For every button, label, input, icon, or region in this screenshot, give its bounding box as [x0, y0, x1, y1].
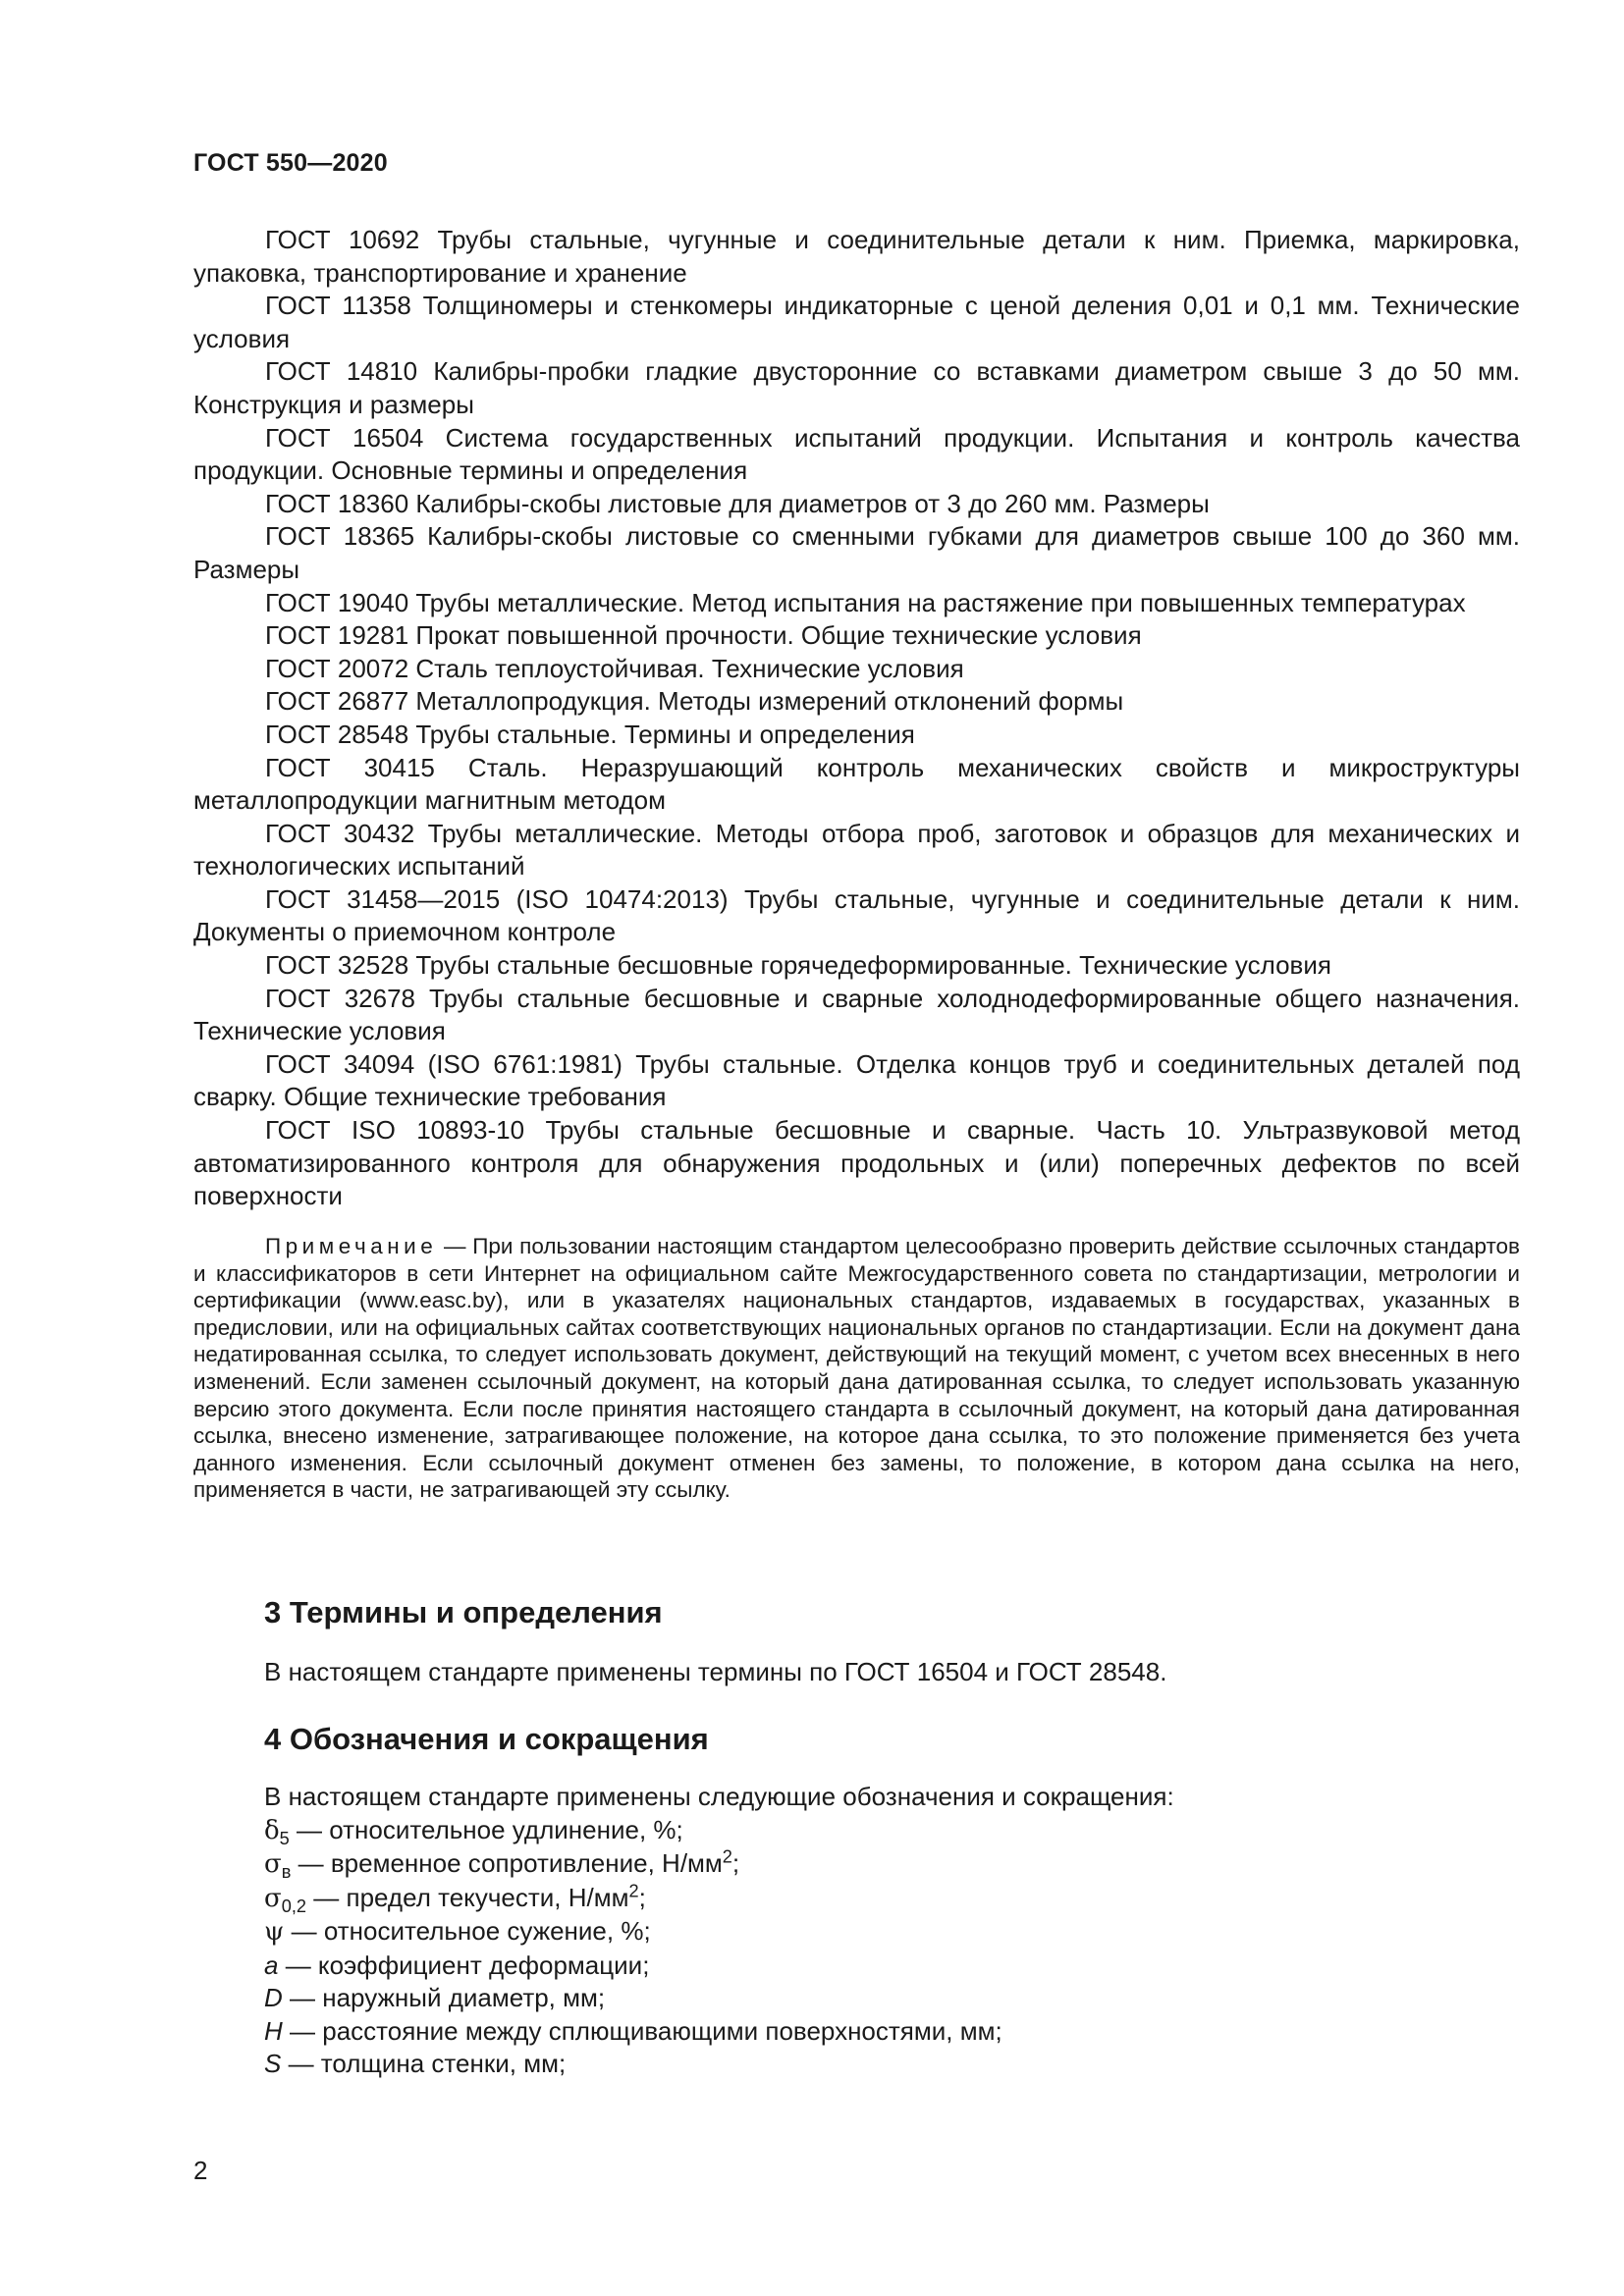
normative-references-list [193, 224, 1520, 1213]
symbol-tail: ; [638, 1882, 646, 1912]
note-text: — При пользовании настоящим стандартом целесообразно проверить действие ссылочных стандартов и классификаторов в сети Интернет на официальном сайте Межгосударственного совета по стандартизации, метрологии и сертификации (www.easc.by), или в указателях национальных стандартов, издаваемых в государствах, указанных в предисловии, или на официальных сайтах соответствующих национальных органов по стандартизации. Если на документ дана недатированная ссылка, то следует использовать документ, действующий на текущий момент, с учетом всех внесенных в него изменений. Если заменен ссылочный документ, на который дана датированная ссылка, то следует использовать указанную версию этого документа. Если после принятия настоящего стандарта в ссылочный документ, на который дана датированная ссылка, внесено изменение, затрагивающее положение, на которое дана ссылка, то это положение применяется без учета данного изменения. Если ссылочный документ отменен без замены, то положение, в котором дана ссылка на него, применяется в части, не затрагивающей эту ссылку. [193, 1234, 1520, 1503]
section-4-heading: 4 Обозначения и сокращения [264, 1722, 709, 1756]
symbols-list [264, 1781, 1174, 2081]
page-number: 2 [193, 2156, 208, 2185]
symbols-intro: В настоящем стандарте применены следующие обозначения и сокращения: [264, 1782, 1174, 1811]
symbol-row [264, 1949, 1174, 1983]
reference-item: ГОСТ 19281 Прокат повышенной прочности. Общие технические условия [265, 620, 1142, 651]
symbol-description: — относительное удлинение, %; [289, 1814, 683, 1844]
symbol-description: — временное сопротивление, Н/мм [291, 1848, 723, 1878]
reference-item: ГОСТ 20072 Сталь теплоустойчивая. Технические условия [265, 653, 964, 683]
symbol-description: — наружный диаметр, мм; [282, 1983, 606, 2012]
symbol-row [264, 1915, 1174, 1949]
reference-item: ГОСТ 28548 Трубы стальные. Термины и определения [265, 719, 915, 749]
reference-item: ГОСТ 30432 Трубы металлические. Методы отбора проб, заготовок и образцов для механических и технологических испытаний [193, 818, 1520, 881]
reference-item: ГОСТ 26877 Металлопродукция. Методы измерений отклонений формы [265, 686, 1124, 717]
reference-item: ГОСТ 16504 Система государственных испытаний продукции. Испытания и контроль качества продукции. Основные термины и определения [193, 422, 1520, 486]
symbol-name: ψ [264, 1917, 285, 1947]
symbol-description: — толщина стенки, мм; [281, 2049, 567, 2078]
symbol-tail: ; [731, 1848, 740, 1878]
symbol-row [264, 1882, 1174, 1916]
reference-item: ГОСТ ISO 10893-10 Трубы стальные бесшовные и сварные. Часть 10. Ультразвуковой метод автоматизированного контроля для обнаружения продольных и (или) поперечных дефектов по всей поверхности [193, 1115, 1520, 1211]
symbol-superscript: 2 [628, 1880, 639, 1900]
symbol-subscript: 5 [279, 1828, 290, 1848]
symbol-description: — относительное сужение, %; [284, 1916, 651, 1946]
reference-item: ГОСТ 14810 Калибры-пробки гладкие двусторонние со вставками диаметром свыше 3 до 50 мм. Конструкция и размеры [193, 356, 1520, 419]
reference-item: ГОСТ 18360 Калибры-скобы листовые для диаметров от 3 до 260 мм. Размеры [265, 488, 1210, 518]
symbol-name: a [264, 1949, 279, 1980]
reference-item: ГОСТ 11358 Толщиномеры и стенкомеры индикаторные с ценой деления 0,01 и 0,1 мм. Технические условия [193, 291, 1520, 353]
symbol-description: — коэффициент деформации; [278, 1949, 650, 1980]
reference-item: ГОСТ 18365 Калибры-скобы листовые со сменными губками для диаметров свыше 100 до 360 мм. Размеры [193, 521, 1520, 584]
reference-item: ГОСТ 34094 (ISO 6761:1981) Трубы стальные. Отделка концов труб и соединительных деталей под сварку. Общие технические требования [193, 1048, 1520, 1112]
reference-item: ГОСТ 32528 Трубы стальные бесшовные горячедеформированные. Технические условия [265, 950, 1331, 981]
symbol-row [264, 2015, 1174, 2049]
section-3-heading: 3 Термины и определения [264, 1595, 663, 1629]
note-label: Примечание [265, 1234, 438, 1258]
symbol-row [264, 1847, 1174, 1882]
reference-item: ГОСТ 31458—2015 (ISO 10474:2013) Трубы стальные, чугунные и соединительные детали к ним. Документы о приемочном контроле [193, 883, 1520, 947]
reference-item: ГОСТ 19040 Трубы металлические. Метод испытания на растяжение при повышенных температурах [265, 587, 1466, 617]
symbol-subscript: в [281, 1862, 292, 1883]
reference-item: ГОСТ 30415 Сталь. Неразрушающий контроль механических свойств и микроструктуры металлопродукции магнитным методом [193, 752, 1520, 816]
symbol-name: σ [264, 1849, 282, 1879]
note-block [193, 1233, 1520, 1504]
symbol-name: σ [264, 1883, 282, 1913]
symbol-row [264, 1982, 1174, 2015]
symbol-row [264, 2048, 1174, 2081]
page-header: ГОСТ 550—2020 [193, 149, 388, 177]
note-paragraph [193, 1233, 1520, 1504]
reference-item: ГОСТ 10692 Трубы стальные, чугунные и соединительные детали к ним. Приемка, маркировка, упаковка, транспортирование и хранение [193, 225, 1520, 288]
symbol-name: D [264, 1983, 283, 2012]
symbol-subscript: 0,2 [281, 1896, 307, 1916]
section-3-text: В настоящем стандарте применены термины по ГОСТ 16504 и ГОСТ 28548. [264, 1657, 1167, 1686]
symbol-row [264, 1814, 1174, 1848]
symbol-description: — расстояние между сплющивающими поверхностями, мм; [282, 2015, 1002, 2046]
symbol-name: S [264, 2049, 282, 2078]
symbol-description: — предел текучести, Н/мм [306, 1882, 629, 1912]
symbol-name: δ [264, 1815, 280, 1845]
symbol-superscript: 2 [722, 1846, 732, 1867]
symbol-name: H [264, 2015, 283, 2046]
reference-item: ГОСТ 32678 Трубы стальные бесшовные и сварные холоднодеформированные общего назначения. Технические условия [193, 983, 1520, 1046]
